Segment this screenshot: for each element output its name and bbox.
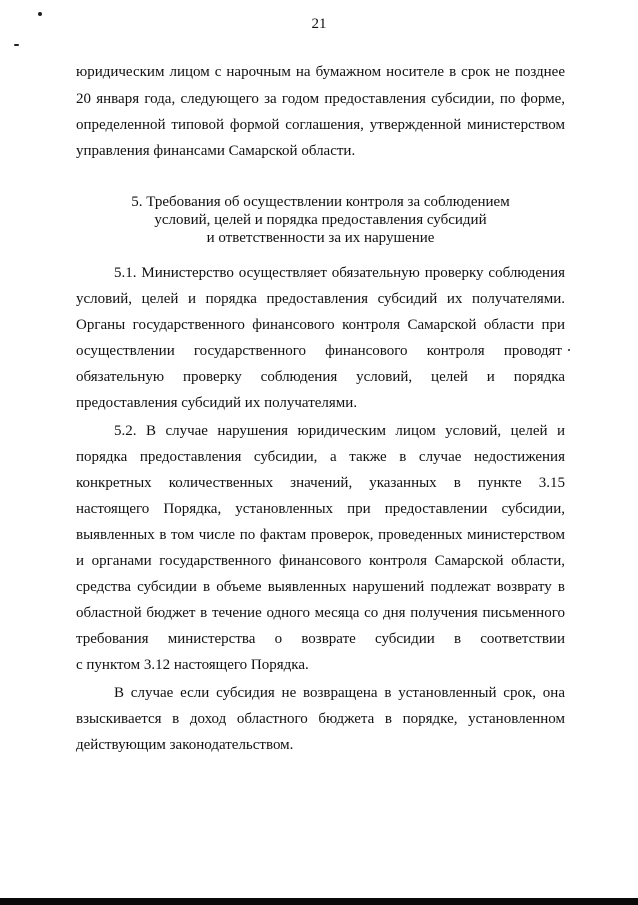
text-line: областной бюджет в течение одного месяца со дня получения письменного bbox=[76, 605, 565, 621]
text-line: 20 января года, следующего за годом предоставления субсидии, по форме, bbox=[76, 91, 565, 107]
text-line: взыскивается в доход областного бюджета в порядке, установленном bbox=[76, 711, 565, 727]
text-line: предоставления субсидий их получателями. bbox=[76, 395, 358, 411]
scan-speck bbox=[568, 349, 570, 351]
text-line: В случае если субсидия не возвращена в установленный срок, она bbox=[114, 685, 565, 701]
text-line: 5.1. Министерство осуществляет обязательную проверку соблюдения bbox=[114, 265, 565, 281]
text-line: определенной типовой формой соглашения, утвержденной министерством bbox=[76, 117, 565, 133]
text-line: действующим законодательством. bbox=[76, 737, 294, 753]
text-line: управления финансами Самарской области. bbox=[76, 143, 356, 159]
text-line: обязательную проверку соблюдения условий, целей и порядка bbox=[76, 369, 565, 385]
text-line: и органами государственного финансового контроля Самарской области, bbox=[76, 553, 565, 569]
text-line: выявленных в том числе по фактам проверок, проведенных министерством bbox=[76, 527, 565, 543]
heading-line: 5. Требования об осуществлении контроля за соблюдением bbox=[131, 194, 510, 210]
text-line: осуществлении государственного финансового контроля проводят bbox=[76, 343, 562, 359]
text-line: Органы государственного финансового контроля Самарской области при bbox=[76, 317, 565, 333]
text-line: конкретных количественных значений, указанных в пункте 3.15 bbox=[76, 475, 565, 491]
text-line: условий, целей и порядка предоставления субсидий их получателями. bbox=[76, 291, 565, 307]
scan-edge-bar bbox=[0, 898, 638, 905]
text-line: 5.2. В случае нарушения юридическим лицом условий, целей и bbox=[114, 423, 565, 439]
text-line: юридическим лицом с нарочным на бумажном носителе в срок не позднее bbox=[76, 64, 565, 80]
heading-line: и ответственности за их нарушение bbox=[206, 230, 435, 246]
page-number: 21 bbox=[311, 16, 327, 32]
heading-line: условий, целей и порядка предоставления субсидий bbox=[154, 212, 487, 228]
text-line: порядка предоставления субсидии, а также в случае недостижения bbox=[76, 449, 565, 465]
text-line: средства субсидии в объеме выявленных нарушений подлежат возврату в bbox=[76, 579, 565, 595]
text-line: требования министерства о возврате субсидии в соответствии bbox=[76, 631, 565, 647]
scan-mark bbox=[14, 44, 19, 46]
text-line: настоящего Порядка, установленных при предоставлении субсидии, bbox=[76, 501, 565, 517]
text-line: с пунктом 3.12 настоящего Порядка. bbox=[76, 657, 309, 673]
